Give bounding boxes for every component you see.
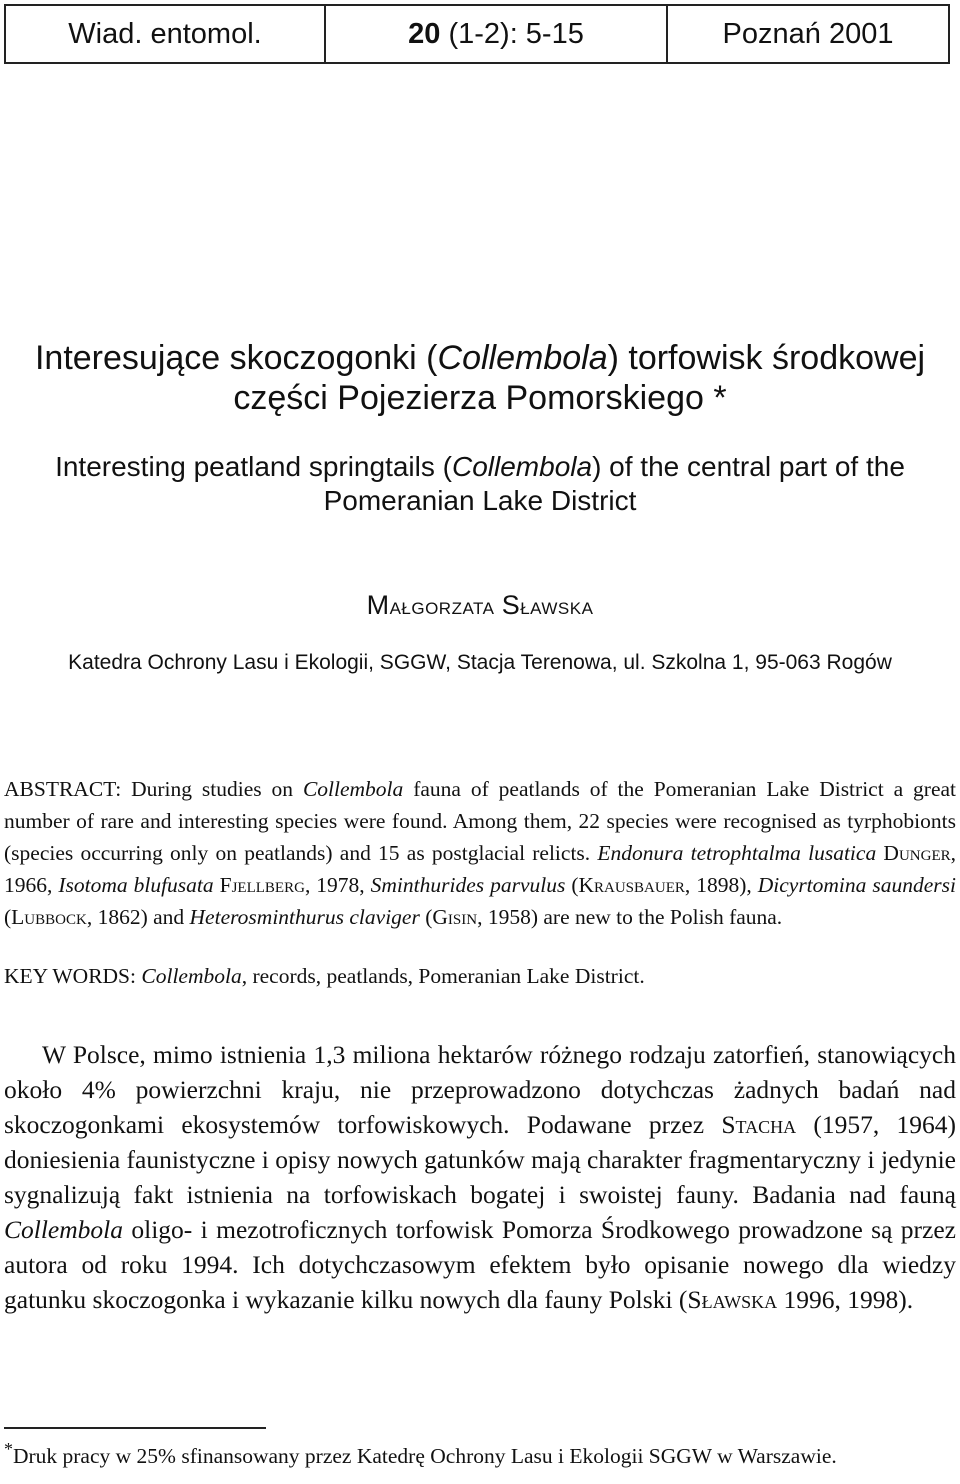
species-author: Lubbock: [11, 905, 87, 929]
body-text-part: 1996, 1998).: [777, 1285, 914, 1314]
journal-name: [6, 6, 326, 62]
species-author: Dunger: [883, 841, 951, 865]
citation-author: Sławska: [687, 1285, 778, 1314]
footnote: [4, 1435, 956, 1470]
affiliation: Katedra Ochrony Lasu i Ekologii, SGGW, Stacja Terenowa, ul. Szkolna 1, 95-063 Rogów: [68, 651, 892, 674]
keywords: [4, 960, 956, 992]
abstract: [4, 773, 956, 933]
abstract-taxon: Collembola: [302, 777, 404, 801]
keywords-label: KEY WORDS:: [4, 964, 142, 988]
species-name: Isotoma blufusata: [58, 873, 214, 897]
place-year-text: Poznań 2001: [722, 17, 894, 50]
body-text-part: (1957, 1964) doniesienia faunistyczne i opisy nowych gatunków mają charakter fragmentaryczny i jedynie sygnalizują fakt istnienia na torfowiskach bogatej i swoistej fauny. Badania nad fauną: [4, 1110, 957, 1209]
journal-name-text: Wiad. entomol.: [68, 17, 262, 50]
species-name: Sminthurides parvulus: [370, 873, 566, 897]
keywords-list: , records, peatlands, Pomeranian Lake District.: [241, 964, 645, 988]
species-author: Fjellberg: [219, 873, 305, 897]
journal-header: [4, 4, 950, 64]
species-author: Krausbauer: [578, 873, 685, 897]
species-name: Dicyrtomina saundersi: [757, 873, 957, 897]
title-polish-part: Interesujące skoczogonki (: [34, 339, 438, 377]
title-english-line2: Pomeranian Lake District: [323, 485, 637, 516]
footnote-rule: [4, 1427, 266, 1429]
abstract-text: , 1966,: [4, 841, 956, 897]
volume-info: [326, 6, 668, 62]
footnote-text: Druk pracy w 25% sfinansowany przez Katedrę Ochrony Lasu i Ekologii SGGW w Warszawie.: [12, 1444, 837, 1469]
keywords-taxon: Collembola: [141, 964, 242, 988]
title-english-taxon: Collembola: [451, 451, 593, 482]
title-english-part: Interesting peatland springtails (: [55, 451, 452, 482]
citation-author: Stacha: [721, 1110, 797, 1139]
author-last-initial: S: [501, 590, 521, 620]
abstract-text: , 1862) and: [86, 905, 190, 929]
author-last-rest: ławska: [520, 593, 594, 620]
footnote-mark: *: [4, 1439, 13, 1459]
place-year: [668, 6, 948, 62]
issue-pages: (1-2): 5-15: [440, 17, 584, 50]
body-paragraph: [4, 1037, 956, 1317]
abstract-text: During studies on: [131, 777, 303, 801]
title-english: [0, 450, 960, 518]
abstract-text: fauna of peatlands of the Pomeranian Lake District a great number of rare and interesting species were found. Among them, 22 species were recognised as tyrphobionts (species occurring only on peatlands) and 15 as postglacial relicts.: [4, 777, 956, 865]
title-english-part: ) of the central part of the: [592, 451, 905, 482]
author-first-rest: ałgorzata: [389, 593, 495, 620]
abstract-text: , 1958) are new to the Polish fauna.: [477, 905, 783, 929]
body-text: [4, 1037, 956, 1317]
species-name: Endonura tetrophtalma lusatica: [597, 841, 877, 865]
title-polish-part: ) torfowisk środkowej: [607, 339, 926, 377]
body-text-part: oligo- i mezotroficznych torfowisk Pomorza Środkowego prowadzone są przez autora od roku 1994. Ich dotychczasowym efektem było opisanie nowego dla wiedzy gatunku skoczogonka i wykazanie kilku nowych dla fauny Polski (: [4, 1215, 956, 1314]
abstract-paragraph: ABSTRACT: During studies on Collembola fauna of peatlands of the Pomeranian Lake District a great number of rare and interesting species were found. Among them, 22 species were recognised as tyrphobionts (species occurring only on peatlands) and 15 as postglacial relicts. Endonura tetrophtalma lusatica Dunger, 1966, Isotoma blufusata Fjellberg, 1978, Sminthurides parvulus (Krausbauer, 1898), Dicyrtomina saundersi (Lubbock, 1862) and Heterosminthurus claviger (Gisin, 1958) are new to the Polish fauna.: [4, 777, 957, 929]
body-text-part: W Polsce, mimo istnienia 1,3 miliona hektarów różnego rodzaju zatorfień, stanowiących około 4% powierzchni kraju, nie przeprowadzono dotychczas żadnych badań nad skoczogonkami ekosystemów torfowiskowych. Podawane przez: [4, 1040, 956, 1139]
species-author: Gisin: [432, 905, 478, 929]
volume-number: 20: [408, 17, 441, 50]
body-taxon: Collembola: [4, 1215, 123, 1244]
author-name: [0, 590, 960, 621]
abstract-text: , 1898),: [684, 873, 758, 897]
abstract-text: , 1978,: [304, 873, 371, 897]
author-first-initial: M: [366, 590, 390, 620]
title-polish-line2: części Pojezierza Pomorskiego *: [233, 379, 727, 417]
title-polish: [0, 338, 960, 418]
species-name: Heterosminthurus claviger: [189, 905, 420, 929]
title-polish-taxon: Collembola: [437, 339, 608, 377]
abstract-label: ABSTRACT:: [4, 777, 132, 801]
